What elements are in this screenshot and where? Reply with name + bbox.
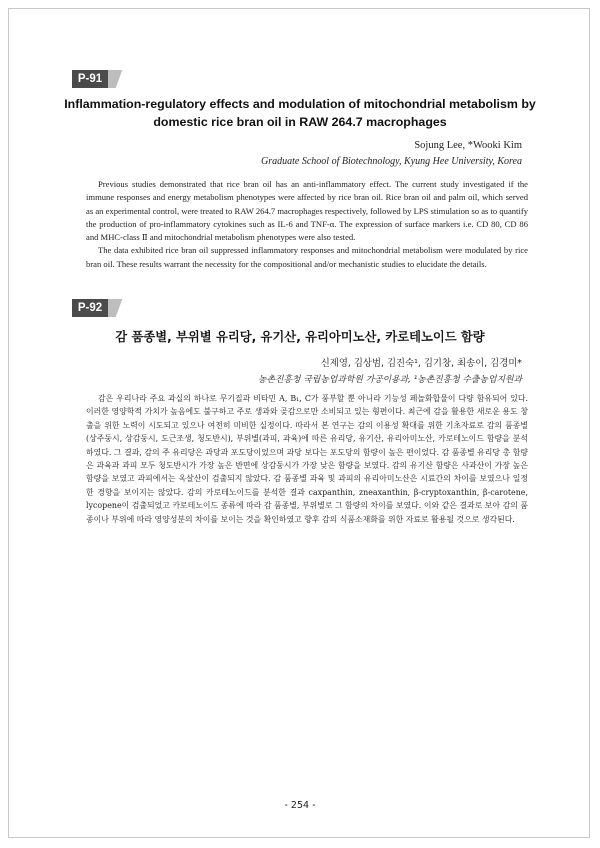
abstract-label: P-91 <box>72 70 108 88</box>
abstract-label-badge <box>72 70 118 88</box>
abstract-title <box>60 95 540 131</box>
affiliation: Graduate School of Biotechnology, Kyung Hee University, Korea <box>261 156 522 167</box>
abstract-paragraph: The data exhibited rice bran oil suppressed inflammatory responses and mitochondrial metabolism were modulated by rice bran oil. These results warrant the necessity for the compositional and/or mechanistic studies to elucidate the details. <box>86 245 528 269</box>
affiliation: 농촌진흥청 국립농업과학원 가공이용과, ¹농촌진흥청 수출농업지원과 <box>258 375 522 385</box>
title-line-1: Inflammation-regulatory effects and modulation of mitochondrial metabolism by <box>64 97 536 111</box>
abstract-body <box>86 178 528 271</box>
abstract-label-badge <box>72 299 118 317</box>
abstract-paragraph: 감은 우리나라 주요 과실의 하나로 무기질과 비타민 A, B₁, C가 풍부할 뿐 아니라 기능성 페놀화합물이 다량 함유되어 있다. 이러한 영양학적 가치가 높음에도 불구하고 주로 생과와 곶감으로만 소비되고 있는 형편이다. 최근에 감을 활용한 새로운 용도 창출을 위한 노력이 시도되고 있으나 여전히 미비한 실정이다. 따라서 본 연구는 감의 이용성 확대를 위한 기초자료로 감의 품종별(상주둥시, 상감둥시, 도근조생, 청도반시), 부위별(과피, 과육)에 따른 유리당, 유기산, 유리아미노산, 카로테노이드 함량을 분석하였다. 그 결과, 감의 주 유리당은 과당과 포도당이었으며 과당 보다는 포도당의 함량이 높은 편이었다. 감 품종별 유리당 총 함량은 과육과 과피 모두 청도반시가 가장 높은 반면에 상감둥시가 가장 낮은 함량을 보였다. 감의 유기산 함량은 사과산이 가장 높은 함량을 보였고 과피에서는 옥살산이 검출되지 않았다. 감 품종별 과육 및 과피의 유리아미노산은 시료간의 차이를 보였으나 일정한 경향을 보이지는 않았다. 감의 카로테노이드를 분석한 결과 caxpanthin, zneaxanthin, β-cryptoxanthin, β-carotene, lycopene이 검출되었고 카로테노이드 종류에 따라 감 품종별, 부위별로 그 함량의 차이를 보였다. 이와 같은 결과로 보아 감의 품종이나 부위에 따라 영양성분의 차이를 보이는 것을 확인하였고 향후 감의 식품소재화를 위한 자료로 활용될 것으로 생각된다. <box>86 394 528 524</box>
abstract-title: 감 품종별, 부위별 유리당, 유기산, 유리아미노산, 카로테노이드 함량 <box>115 330 485 344</box>
page-number: - 254 - <box>284 800 316 811</box>
author-list: Sojung Lee, *Wooki Kim <box>414 140 522 151</box>
author-list: 신제영, 김상범, 김진숙¹, 김기창, 최송이, 김경미* <box>320 358 522 369</box>
title-line-2: domestic rice bran oil in RAW 264.7 macrophages <box>153 115 447 129</box>
abstract-body <box>86 392 528 526</box>
abstract-paragraph: Previous studies demonstrated that rice bran oil has an anti-inflammatory effect. The current study investigated if the immune responses and energy metabolism phenotypes were affected by rice bran oil. Rice bran oil and palm oil, which served as an experimental control, were treated to RAW 264.7 macrophages respectively, followed by LPS stimulation so as to quantify the production of pro-inflammatory cytokines such as IL-6 and TNF-α. The expression of surface markers i.e. CD 80, CD 86 and MHC-class Ⅱ and mitochondrial metabolism phenotypes were also tested. <box>86 179 528 243</box>
abstract-label: P-92 <box>72 299 108 317</box>
